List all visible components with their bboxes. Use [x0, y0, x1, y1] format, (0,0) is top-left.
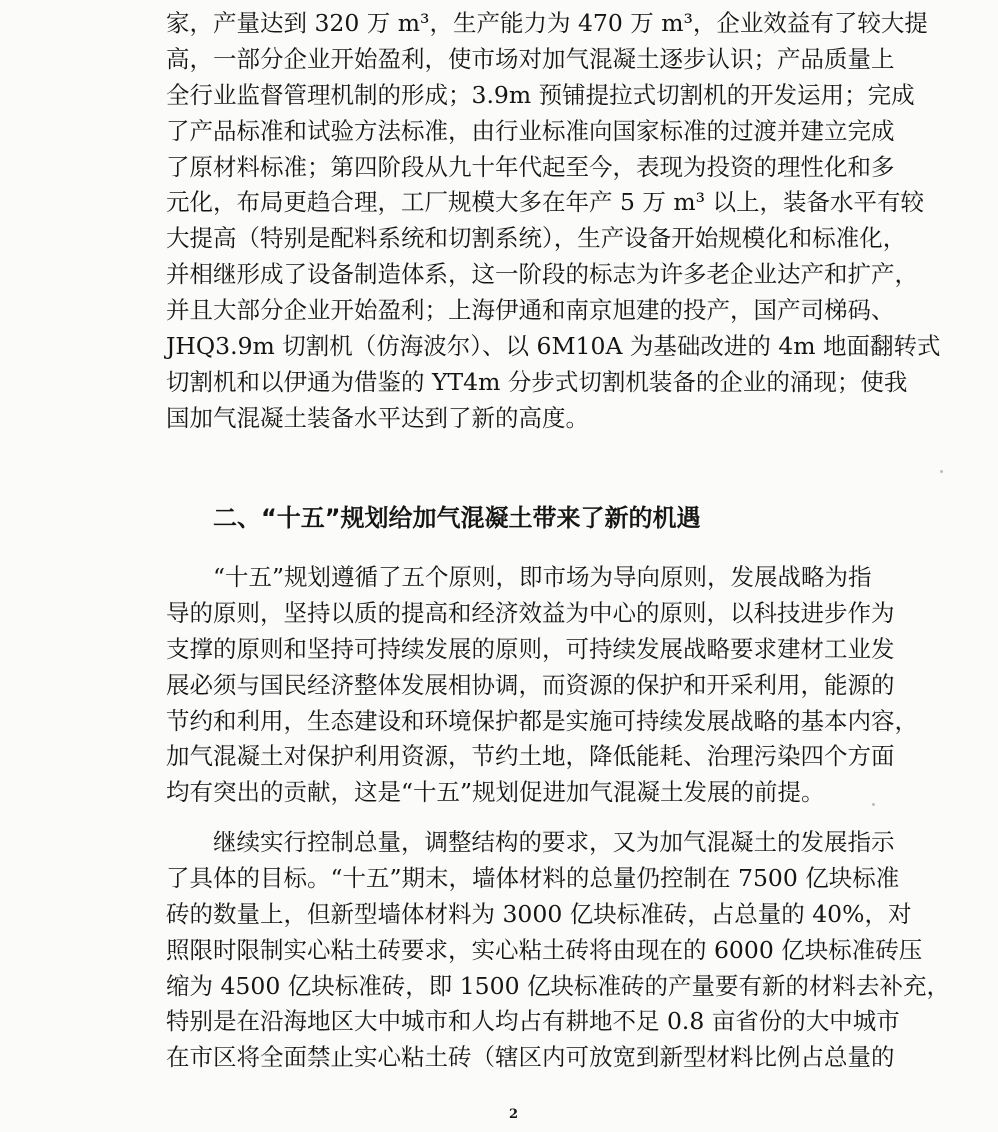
text-line: 支撑的原则和坚持可持续发展的原则，可持续发展战略要求建材工业发: [166, 634, 895, 663]
text-line: 导的原则，坚持以质的提高和经济效益为中心的原则，以科技进步作为: [166, 598, 895, 627]
text-line: 加气混凝土对保护利用资源，节约土地，降低能耗、治理污染四个方面: [166, 742, 895, 771]
scan-speck: [940, 470, 943, 473]
paragraph-five-principles: [166, 560, 918, 811]
text-line: 了具体的目标。“十五”期末，墙体材料的总量仍控制在 7500 亿块标准: [166, 863, 900, 892]
text-line: 国加气混凝土装备水平达到了新的高度。: [166, 403, 589, 432]
paragraph-total-control: [166, 825, 950, 1076]
text-line: 继续实行控制总量，调整结构的要求，又为加气混凝土的发展指示: [213, 828, 895, 856]
text-line: 元化，布局更趋合理，工厂规模大多在年产 5 万 m³ 以上，装备水平有较: [166, 188, 925, 217]
text-line: 特别是在沿海地区大中城市和人均占有耕地不足 0.8 亩省份的大中城市: [166, 1007, 900, 1036]
text-line: 均有突出的贡献，这是“十五”规划促进加气混凝土发展的前提。: [166, 778, 825, 807]
text-line: 展必须与国民经济整体发展相协调，而资源的保护和开采利用，能源的: [166, 670, 895, 699]
text-line: 家，产量达到 320 万 m³，生产能力为 470 万 m³，企业效益有了较大提: [166, 9, 928, 37]
text-line: 节约和利用，生态建设和环境保护都是实施可持续发展战略的基本内容，: [166, 706, 918, 735]
text-line: 缩为 4500 亿块标准砖，即 1500 亿块标准砖的产量要有新的材料去补充，: [166, 971, 950, 1000]
text-line: 并且大部分企业开始盈利；上海伊通和南京旭建的投产，国产司梯码、: [166, 296, 895, 325]
text-line: 砖的数量上，但新型墙体材料为 3000 亿块标准砖，占总量的 40%，对: [166, 899, 912, 928]
text-line: 大提高（特别是配料系统和切割系统），生产设备开始规模化和标准化，: [166, 224, 907, 253]
page-number: 2: [509, 1107, 519, 1122]
text-line: 了产品标准和试验方法标准，由行业标准向国家标准的过渡并建立完成: [166, 116, 895, 145]
text-line: 照限时限制实心粘土砖要求，实心粘土砖将由现在的 6000 亿块标准砖压: [166, 935, 923, 964]
text-line: 全行业监督管理机制的形成；3.9m 预铺提拉式切割机的开发运用；完成: [166, 80, 915, 109]
paragraph-history-stages: [166, 6, 941, 437]
text-line: JHQ3.9m 切割机（仿海波尔）、以 6M10A 为基础改进的 4m 地面翻转式: [166, 332, 941, 361]
scan-speck: [872, 803, 875, 806]
section-heading: 二、“十五”规划给加气混凝土带来了新的机遇: [213, 504, 701, 532]
text-line: 在市区将全面禁止实心粘土砖（辖区内可放宽到新型材料比例占总量的: [166, 1043, 895, 1072]
text-line: 并相继形成了设备制造体系，这一阶段的标志为许多老企业达产和扩产，: [166, 260, 918, 289]
text-line: 切割机和以伊通为借鉴的 YT4m 分步式切割机装备的企业的涌现；使我: [166, 367, 908, 396]
text-line: 了原材料标准；第四阶段从九十年代起至今，表现为投资的理性化和多: [166, 152, 895, 181]
text-line: “十五”规划遵循了五个原则，即市场为导向原则，发展战略为指: [213, 563, 872, 591]
text-line: 高，一部分企业开始盈利，使市场对加气混凝土逐步认识；产品质量上: [166, 44, 895, 73]
